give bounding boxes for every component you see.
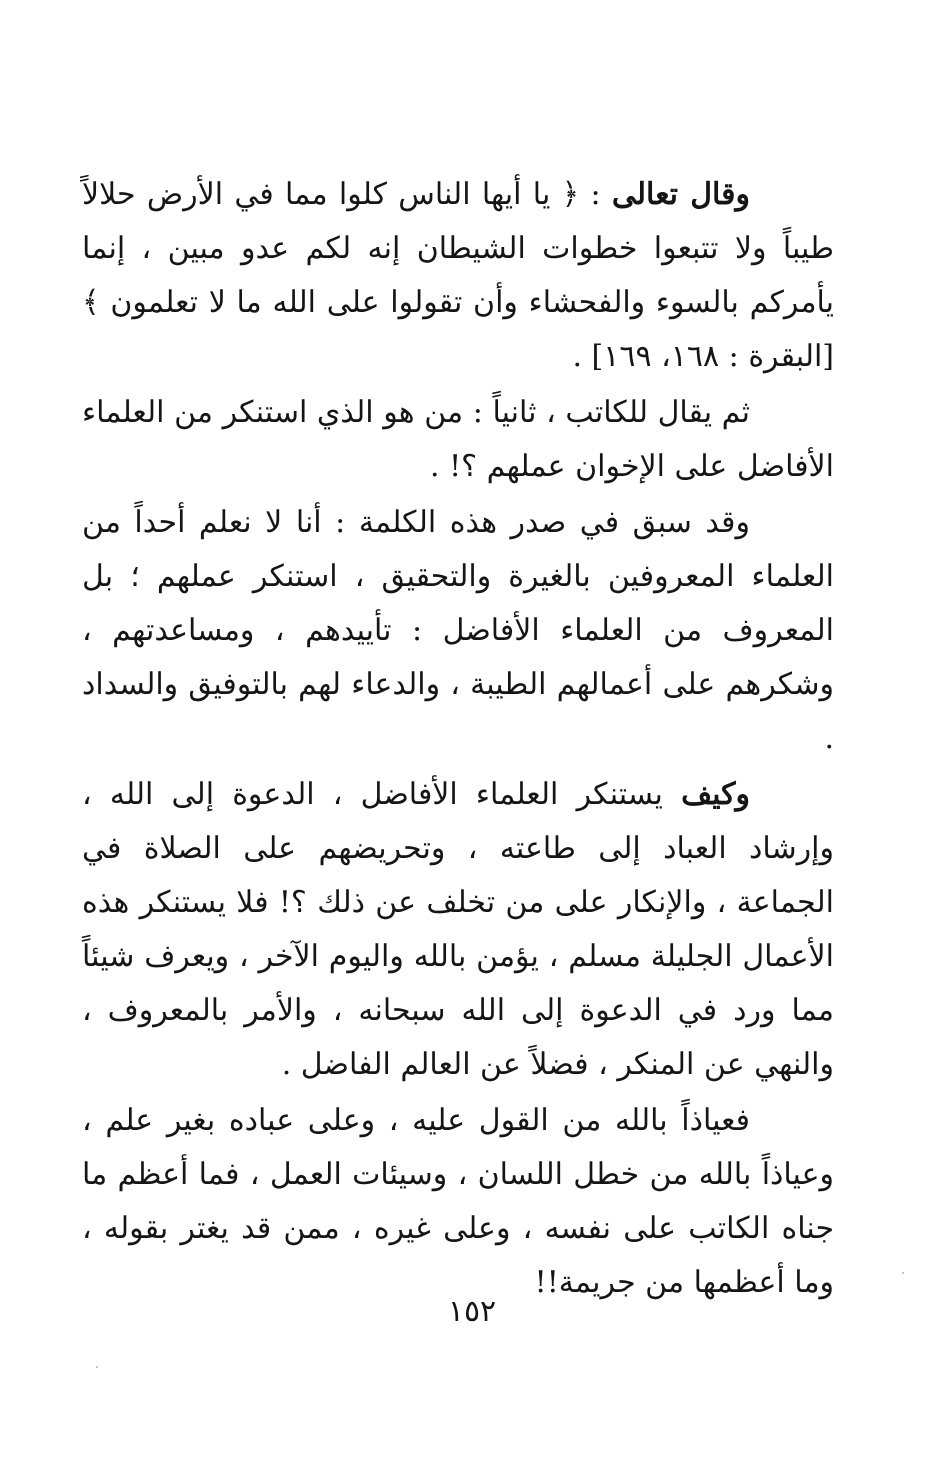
paragraph-1 [82, 168, 834, 384]
paragraph-2 [82, 386, 834, 494]
paragraph-3 [82, 496, 834, 766]
paragraph-3-text: وقد سبق في صدر هذه الكلمة : أنا لا نعلم أحداً من العلماء المعروفين بالغيرة والتحقيق ، استنكر عملهم ؛ بل المعروف من العلماء الأفاضل : تأييدهم ، ومساعدتهم ، وشكرهم على أعمالهم الطيبة ، والدعاء لهم بالتوفيق والسداد . [82, 505, 834, 756]
scan-speck [96, 1366, 98, 1368]
paragraph-5 [82, 1094, 834, 1310]
paragraph-4-text: يستنكر العلماء الأفاضل ، الدعوة إلى الله ، وإرشاد العباد إلى طاعته ، وتحريضهم على الصلاة في الجماعة ، والإنكار على من تخلف عن ذلك ؟! فلا يستنكر هذه الأعمال الجليلة مسلم ، يؤمن بالله واليوم الآخر ، ويعرف شيئاً مما ورد في الدعوة إلى الله سبحانه ، والأمر بالمعروف ، والنهي عن المنكر ، فضلاً عن العالم الفاضل . [82, 777, 835, 1082]
paragraph-4 [82, 768, 834, 1092]
paragraph-4-lead: وكيف [681, 777, 750, 812]
page-number: ١٥٢ [447, 1294, 497, 1329]
scan-speck [902, 1272, 904, 1274]
paragraph-1-lead: وقال تعالى [611, 177, 750, 212]
paragraph-5-text: فعياذاً بالله من القول عليه ، وعلى عباده بغير علم ، وعياذاً بالله من خطل اللسان ، وسيئات العمل ، فما أعظم ما جناه الكاتب على نفسه ، وعلى غيره ، ممن قد يغتر بقوله ، وما أعظمها من جريمة!! [82, 1103, 834, 1300]
paragraph-2-text: ثم يقال للكاتب ، ثانياً : من هو الذي استنكر من العلماء الأفاضل على الإخوان عملهم ؟! . [82, 395, 834, 484]
body-text [82, 168, 834, 1312]
paragraph-1-text: : ﴿ يا أيها الناس كلوا مما في الأرض حلالاً طيباً ولا تتبعوا خطوات الشيطان إنه لكم عدو مبين ، إنما يأمركم بالسوء والفحشاء وأن تقولوا على الله ما لا تعلمون ﴾ [البقرة : ١٦٨، ١٦٩] . [82, 177, 834, 374]
